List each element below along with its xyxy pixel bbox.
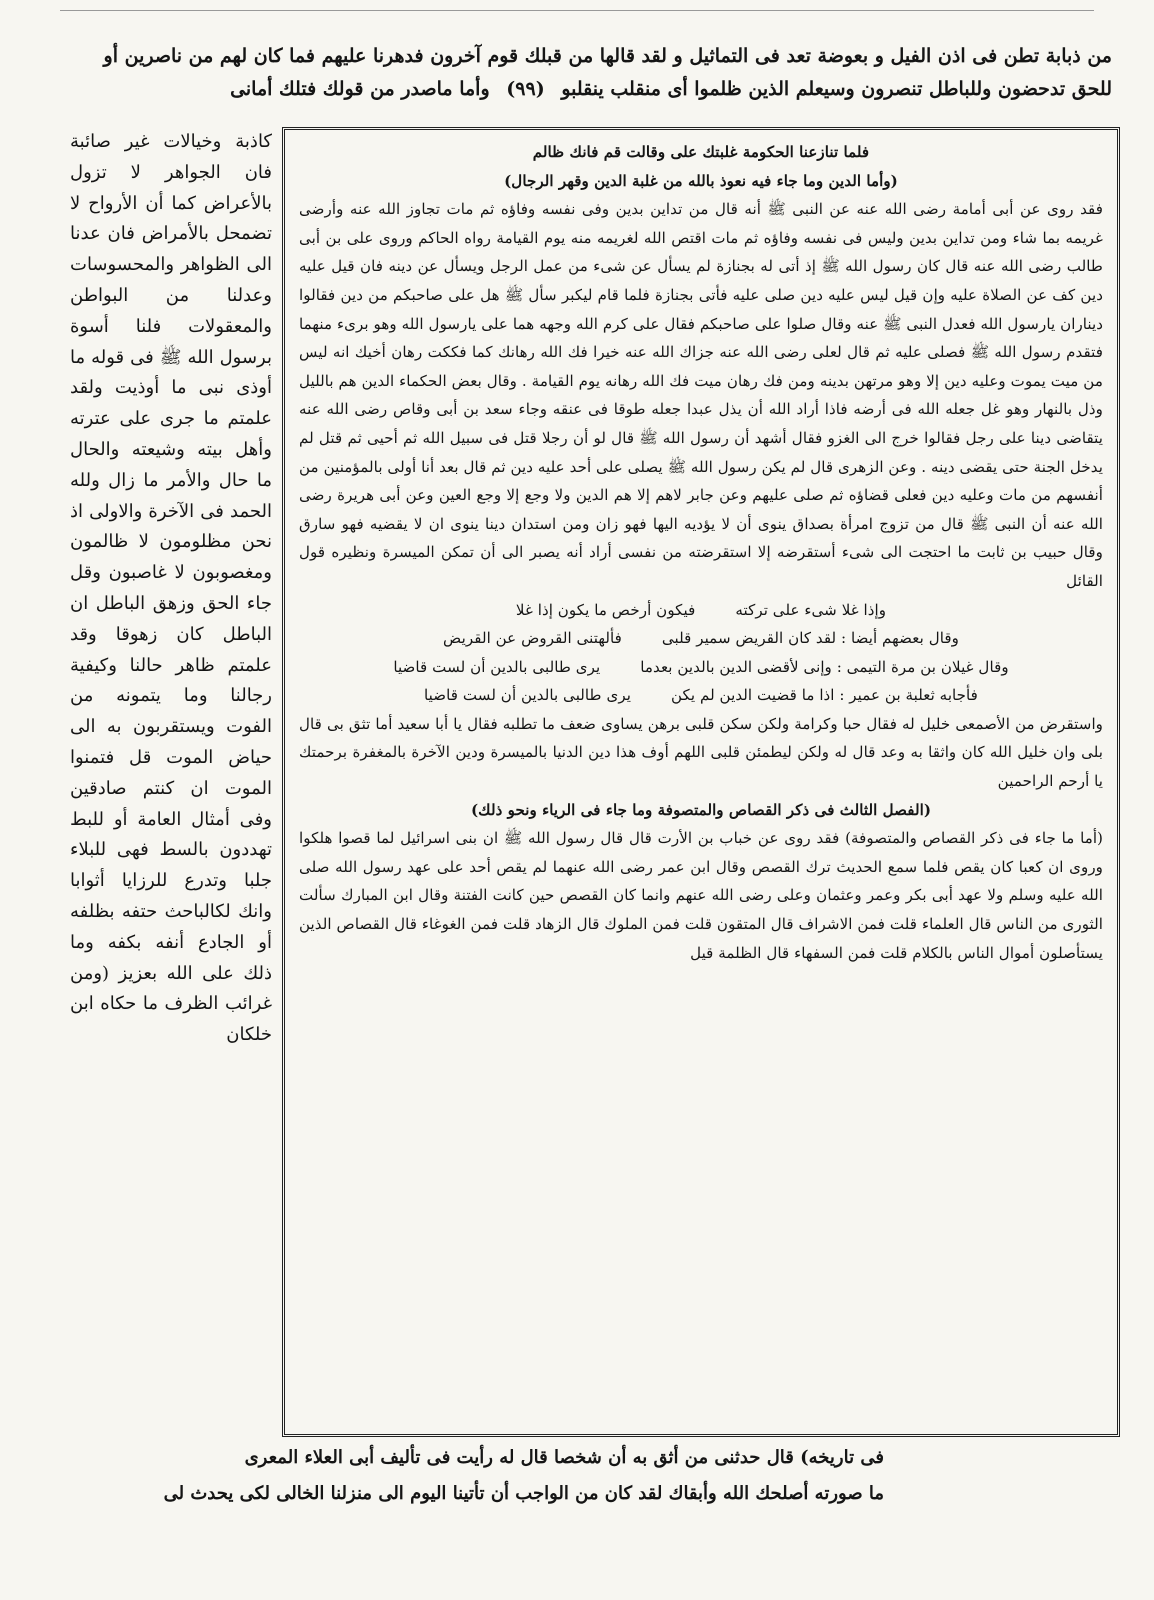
page-footer [60,1440,884,1512]
poem-line [299,681,1103,710]
poem-line [299,596,1103,625]
header-line-2-end: وأما ماصدر من قولك فتلك أمانى [230,78,490,100]
body-paragraph-debt: فقد روى عن أبى أمامة رضى الله عنه عن النبى ﷺ أنه قال من تداين بدين وفى نفسه وفاؤه ثم مات تجاوز الله عنه وأرضى غريمه بما شاء ومن تداين بدين وليس فى نفسه وفاؤه ثم مات اقتص الله لغريمه منه يوم القيامة رواه الحاكم وروى على بن أبى طالب رضى الله عنه قال كان رسول الله ﷺ إذ أتى له بجنازة لم يسأل عن شىء من عمل الرجل ويسأل عن دينه فان قيل عليه دين كف عن الصلاة عليه وإن قيل ليس عليه دين صلى عليه فأتى بجنازة فلما قام ليكبر سأل ﷺ هل على صاحبكم من دين فقالوا ديناران يارسول الله فعدل النبى ﷺ عنه وقال صلوا على صاحبكم فقال على كرم الله وجهه هما على يارسول الله وهو برىء منهما فتقدم رسول الله ﷺ فصلى عليه ثم قال لعلى رضى الله عنه جزاك الله عنه خيرا فك الله رهانك كما فككت رهان أخيك انه ليس من ميت يموت وعليه دين إلا وهو مرتهن بدينه ومن فك رهان ميت فك الله رهانه يوم القيامة . وقال بعض الحكماء الدين هم بالليل وذل بالنهار وهو غل جعله الله فى أرضه فاذا أراد الله أن يذل عبدا جعله طوقا فى عنقه وجاء سعد بن أبى وقاص رضى الله عنه يتقاضى دينا على رجل فقالوا خرج الى الغزو فقال أشهد أن رسول الله ﷺ قال لو أن رجلا قتل فى سبيل الله ثم أحيى ثم قتل لم يدخل الجنة حتى يقضى دينه . وعن الزهرى قال لم يكن رسول الله ﷺ يصلى على أحد عليه دين ثم قال بعد أنا أولى بالمؤمنين من أنفسهم من مات وعليه دين فعلى قضاؤه ثم صلى عليهم وعن جابر لاهم إلا هم الدين ولا وجع إلا وجع العين وعن أبى هريرة رضى الله عنه أن النبى ﷺ قال من تزوج امرأة بصداق ينوى أن لا يؤديه اليها فهو زان ومن استدان دينا ينوى ان لا يقضيه فهو سارق وقال حبيب بن ثابت ما احتجت الى شىء أستقرضه إلا استقرضته من نفسى أراد أنه يصبر الى أن تمكن الميسرة ونظيره قول القائل [299,200,1103,590]
header-line-2 [52,73,1112,106]
page-header [52,40,1112,106]
top-rule [60,10,1094,11]
section-heading-debt: (وأما الدين وما جاء فيه نعوذ بالله من غلبة الدين وقهر الرجال) [504,171,898,190]
poem-hemistich-right: وقال غيلان بن مرة التيمى : وإنى لأقضى الدين بالدين بعدما [640,657,1009,676]
poem-hemistich-right: فأجابه ثعلبة بن عمير : اذا ما قضيت الدين لم يكن [670,686,978,705]
poem-hemistich-left: يرى طالبى بالدين أن لست قاضيا [424,686,631,705]
chapter-heading-storytellers: (الفصل الثالث فى ذكر القصاص والمتصوفة وما جاء فى الرياء ونحو ذلك) [470,800,932,819]
poem-line [299,653,1103,682]
poem-hemistich-left: فألهتنى القروض عن القريض [443,629,622,648]
poem-line [299,624,1103,653]
poem-hemistich-left: فيكون أرخص ما يكون إذا غلا [515,600,696,619]
poem-hemistich-right: وقال بعضهم أيضا : لقد كان القريض سمير قلبى [661,629,959,648]
page-number: (٩٩) [506,78,545,100]
side-margin-column [70,127,272,1437]
header-line-2-text: للحق تدحضون وللباطل تنصرون وسيعلم الذين ظلموا أى منقلب ينقلبو [561,78,1112,100]
body-paragraph-storytellers: (أما ما جاء فى ذكر القصاص والمتصوفة) فقد روى عن خباب بن الأرت قال قال رسول الله ﷺ ان بنى اسرائيل لما قصوا هلكوا وروى ان كعبا كان يقص فلما سمع الحديث ترك القصص وقال ابن عمر رضى الله عنهما لم يقص أحد على عهد رسول الله صلى الله عليه وسلم ولا عهد أبى بكر وعمر وعثمان وعلى رضى الله عنهم وانما كان القصص حين كانت الفتنة وقال ابن المبارك سألت الثورى من الناس قال العلماء قلت فمن الاشراف قال المتقون قلت فمن الملوك قال الزهاد قلت فمن الغوغاء قال القصاص الذين يستأصلون أموال الناس بالكلام قلت فمن السفهاء قال الظلمة قيل [299,829,1103,962]
main-text-frame [282,127,1120,1437]
side-column-text: كاذبة وخيالات غير صائبة فان الجواهر لا تزول بالأعراض كما أن الأرواح لا تضمحل بالأمراض فان عدنا الى الظواهر والمحسوسات وعدلنا من البواطن والمعقولات فلنا أسوة برسول الله ﷺ فى قوله ما أوذى نبى ما أوذيت ولقد علمتم ما جرى على عترته وأهل بيته وشيعته والحال ما حال والأمر ما زال ولله الحمد فى الآخرة والاولى اذ نحن مظلومون لا ظالمون ومغصوبون لا غاصبون وقل جاء الحق وزهق الباطل ان الباطل كان زهوقا وقد علمتم ظاهر حالنا وكيفية رجالنا وما يتمونه من الفوت ويستقربون به الى حياض الموت قل فتمنوا الموت ان كنتم صادقين وفى أمثال العامة أو للبط تهددون بالسط فهى للبلاء جلبا وتدرع للرزايا أثوابا وانك لكالباحث حتفه بظلفه أو الجادع أنفه بكفه وما ذلك على الله بعزيز (ومن غرائب الظرف ما حكاه ابن خلكان [70,131,272,1046]
poem-hemistich-right: وإذا غلا شىء على تركته [735,600,887,619]
footer-line-1: فى تاريخه) قال حدثنى من أثق به أن شخصا قال له رأيت فى تأليف أبى العلاء المعرى [244,1447,884,1468]
body-paragraph-asmai: واستقرض من الأصمعى خليل له فقال حبا وكرامة ولكن سكن قلبى برهن يساوى ضعف ما تطلبه فقال يا أبا سعيد أما تثق بى قال بلى وان خليل الله كان واثقا به وعد قال له ولكن ليطمئن قلبى اللهم أوف هذا دين الدنيا بالميسرة ودين الآخرة بالمغفرة برحمتك يا أرحم الراحمين [299,714,1103,791]
footer-line-2: ما صورته أصلحك الله وأبقاك لقد كان من الواجب أن تأتينا اليوم الى منزلنا الخالى لكى يحدث لى [163,1483,884,1504]
poem-hemistich-left: يرى طالبى بالدين أن لست قاضيا [393,657,601,676]
header-line-1: من ذبابة تطن فى اذن الفيل و بعوضة تعد فى التماثيل و لقد قالها من قبلك قوم آخرون فدهرنا عليهم فما كان لهم من ناصرين أو [103,45,1112,67]
main-verse-heading: فلما تنازعنا الحكومة غلبتك على وقالت قم فانك ظالم [532,143,870,161]
